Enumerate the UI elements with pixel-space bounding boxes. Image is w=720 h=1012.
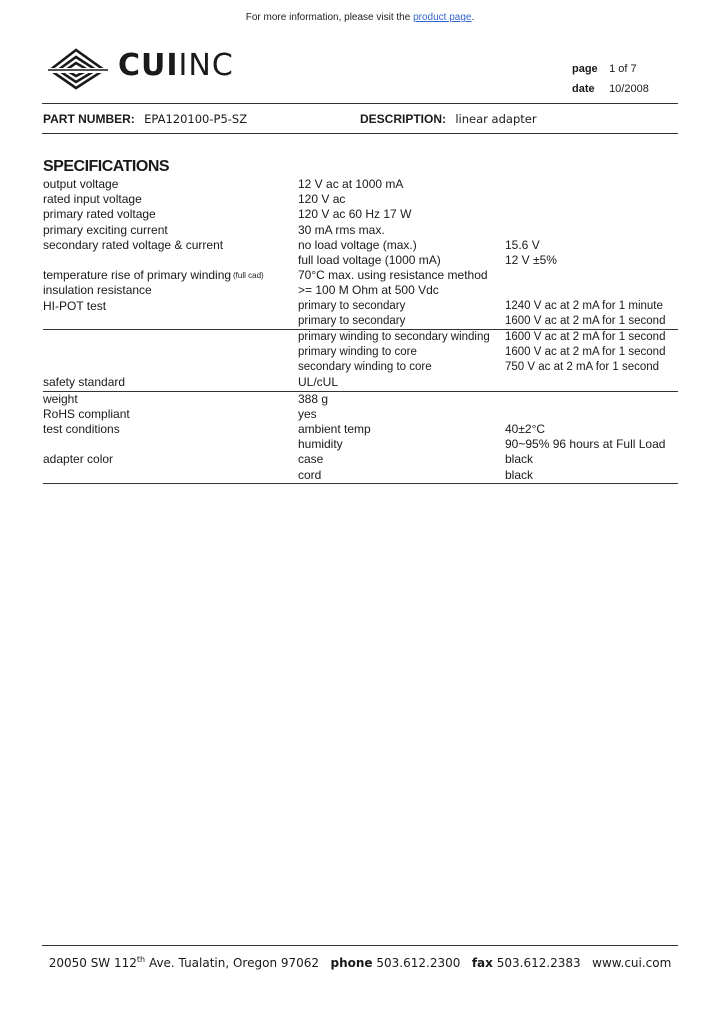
page-label: page	[572, 63, 598, 75]
table-row	[43, 330, 678, 345]
table-cell-c2: secondary winding to core	[298, 361, 432, 374]
table-row	[43, 345, 678, 360]
page-value: 1 of 7	[609, 63, 637, 75]
part-number-label: PART NUMBER:	[43, 112, 135, 126]
part-number-value: EPA120100-P5-SZ	[144, 112, 248, 126]
table-cell-c1: primary rated voltage	[43, 207, 156, 222]
company-name-bold: CUI	[118, 48, 179, 83]
table-cell-c2: 388 g	[298, 391, 329, 406]
table-cell-c2: ambient temp	[298, 422, 371, 436]
table-row	[43, 192, 678, 207]
footer-phone: 503.612.2300	[376, 956, 461, 970]
header-divider	[42, 103, 678, 104]
company-name	[118, 48, 234, 83]
table-cell-c2: primary to secondary	[298, 314, 406, 327]
table-cell-c2: 120 V ac 60 Hz 17 W	[298, 207, 412, 222]
footer-phone-label: phone	[330, 956, 373, 970]
table-cell-c3: 15.6 V	[505, 237, 540, 252]
info-note-end: .	[471, 12, 475, 23]
date	[572, 83, 649, 95]
specifications-title: SPECIFICATIONS	[43, 158, 170, 175]
table-cell-c3: black	[505, 467, 534, 482]
page-number	[572, 63, 637, 75]
table-row	[43, 375, 678, 391]
table-cell-c1: safety standard	[43, 375, 126, 390]
table-cell-c3: black	[505, 452, 534, 467]
info-note-text: For more information, please visit the	[245, 12, 411, 23]
table-cell-c1: temperature rise of primary winding	[43, 268, 232, 283]
table-cell-c2: primary winding to core	[298, 346, 417, 359]
table-cell-c1: RoHS compliant	[43, 406, 130, 421]
cui-logo	[46, 46, 256, 90]
table-cell-c2: 30 mA rms max.	[298, 222, 385, 237]
product-page-link[interactable]: product page	[413, 12, 472, 23]
table-cell-c3: 1600 V ac at 2 mA for 1 second	[505, 330, 666, 343]
table-cell-c1: adapter color	[43, 452, 114, 467]
info-note	[0, 12, 720, 23]
table-cell-c3: 1240 V ac at 2 mA for 1 minute	[505, 299, 663, 312]
table-row	[43, 452, 678, 467]
table-cell-c2: primary winding to secondary winding	[298, 330, 490, 343]
table-cell-c2: 120 V ac	[298, 192, 346, 207]
table-row	[43, 392, 678, 407]
table-cell-c1: HI-POT test	[43, 298, 107, 313]
table-cell-c2: yes	[298, 406, 317, 421]
footer-fax: 503.612.2383	[496, 956, 581, 970]
table-row	[43, 238, 678, 253]
table-cell-c1: primary exciting current	[43, 222, 168, 237]
table-cell-c2: no load voltage (max.)	[298, 237, 417, 252]
footer-address: 20050 SW 112	[48, 956, 137, 970]
table-cell-c1: secondary rated voltage & current	[43, 237, 224, 252]
table-cell-c3: 750 V ac at 2 mA for 1 second	[505, 361, 660, 374]
cui-logo-icon	[46, 46, 112, 90]
table-cell-c1: rated input voltage	[43, 192, 142, 207]
table-row	[43, 253, 678, 268]
table-row	[43, 407, 678, 422]
table-cell-c2: cord	[298, 467, 322, 482]
footer-fax-label: fax	[471, 956, 493, 970]
table-row	[43, 268, 678, 283]
table-row	[43, 468, 678, 484]
table-row	[43, 437, 678, 452]
table-cell-c2: humidity	[298, 437, 343, 452]
table-cell-c2: >= 100 M Ohm at 500 Vdc	[298, 283, 439, 298]
part-divider	[42, 133, 678, 134]
footer-website[interactable]: www.cui.com	[592, 956, 672, 970]
table-cell-c2: 12 V ac at 1000 mA	[298, 177, 404, 191]
date-label: date	[572, 83, 595, 95]
specifications-table	[43, 177, 678, 484]
table-cell-c2: case	[298, 452, 324, 467]
company-name-light: INC	[178, 48, 234, 83]
part-number	[43, 112, 247, 126]
table-row	[43, 360, 678, 375]
table-cell-c2: full load voltage (1000 mA)	[298, 252, 441, 267]
description	[360, 112, 537, 126]
table-cell-c3: 1600 V ac at 2 mA for 1 second	[505, 314, 666, 327]
table-cell-c1: weight	[43, 391, 78, 406]
table-cell-c3: 40±2°C	[505, 422, 546, 436]
table-row	[43, 223, 678, 238]
table-cell-c1: output voltage	[43, 177, 119, 191]
footer-address-sup: th	[136, 955, 146, 964]
footer-address-rest: Ave. Tualatin, Oregon 97062	[145, 956, 320, 970]
table-row	[43, 422, 678, 437]
footer-divider	[42, 945, 678, 946]
table-cell-c3: 1600 V ac at 2 mA for 1 second	[505, 346, 666, 359]
table-row	[43, 314, 678, 330]
table-row	[43, 299, 678, 314]
description-value: linear adapter	[455, 112, 537, 126]
table-row	[43, 283, 678, 298]
table-cell-c3: 12 V ±5%	[505, 252, 557, 267]
table-row	[43, 207, 678, 222]
footer	[0, 955, 720, 970]
table-cell-c1: insulation resistance	[43, 283, 152, 298]
description-label: DESCRIPTION:	[360, 112, 447, 126]
table-cell-c3: 90~95% 96 hours at Full Load	[505, 437, 666, 452]
table-cell-c2: UL/cUL	[298, 375, 339, 390]
table-row	[43, 177, 678, 192]
table-cell-c2: 70°C max. using resistance method	[298, 268, 488, 283]
table-cell-c1: test conditions	[43, 422, 120, 436]
table-cell-note: (full cad)	[233, 271, 264, 281]
table-cell-c2: primary to secondary	[298, 299, 406, 312]
date-value: 10/2008	[609, 83, 649, 95]
